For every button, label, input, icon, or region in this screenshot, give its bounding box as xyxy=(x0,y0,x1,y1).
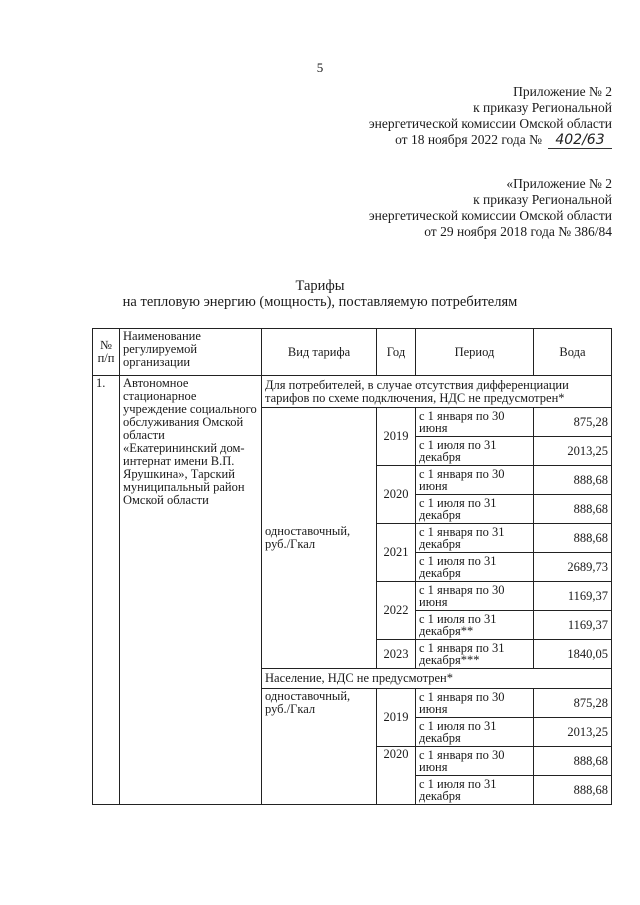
value-cell: 1169,37 xyxy=(534,611,612,640)
value-cell: 1169,37 xyxy=(534,582,612,611)
period-cell: с 1 июля по 31 декабря xyxy=(416,776,534,805)
value-cell: 888,68 xyxy=(534,524,612,553)
value-cell: 2689,73 xyxy=(534,553,612,582)
appendix-header-old xyxy=(369,176,612,240)
value-cell: 888,68 xyxy=(534,466,612,495)
appendix-order-ref: к приказу Региональной xyxy=(473,100,612,115)
value-cell: 875,28 xyxy=(534,408,612,437)
tariff-table xyxy=(92,328,612,805)
year-cell: 2019 xyxy=(377,408,416,466)
header-organization: Наименование регулируемой организации xyxy=(120,329,262,376)
handwritten-order-number: 402/63 xyxy=(548,132,612,149)
value-cell: 2013,25 xyxy=(534,718,612,747)
value-cell: 1840,05 xyxy=(534,640,612,669)
year-cell: 2019 xyxy=(377,689,416,747)
year-cell: 2021 xyxy=(377,524,416,582)
group1-tariff-type: одноставочный, руб./Гкал xyxy=(262,408,377,669)
header-year: Год xyxy=(377,329,416,376)
period-cell: с 1 июля по 31 декабря xyxy=(416,553,534,582)
group2-title: Население, НДС не предусмотрен* xyxy=(262,669,612,689)
appendix-date-text: от 18 ноября 2022 года № xyxy=(395,132,542,147)
period-cell: с 1 января по 31 декабря xyxy=(416,524,534,553)
period-cell: с 1 июля по 31 декабря** xyxy=(416,611,534,640)
group2-tariff-type: одноставочный, руб./Гкал xyxy=(262,689,377,805)
document-subtitle: на тепловую энергию (мощность), поставляемую потребителям xyxy=(122,294,518,310)
period-cell: с 1 января по 30 июня xyxy=(416,689,534,718)
value-cell: 888,68 xyxy=(534,776,612,805)
row-number: 1. xyxy=(93,376,120,805)
period-cell: с 1 января по 30 июня xyxy=(416,408,534,437)
appendix-title: Приложение № 2 xyxy=(513,84,612,99)
appendix-old-title: «Приложение № 2 xyxy=(506,176,612,191)
page-number: 5 xyxy=(316,60,324,75)
appendix-header-new xyxy=(369,84,612,149)
year-cell: 2020 xyxy=(377,747,416,805)
period-cell: с 1 января по 30 июня xyxy=(416,747,534,776)
header-tariff-type: Вид тарифа xyxy=(262,329,377,376)
period-cell: с 1 января по 30 июня xyxy=(416,466,534,495)
appendix-date xyxy=(369,132,612,149)
value-cell: 888,68 xyxy=(534,747,612,776)
year-cell: 2023 xyxy=(377,640,416,669)
value-cell: 875,28 xyxy=(534,689,612,718)
period-cell: с 1 января по 31 декабря*** xyxy=(416,640,534,669)
period-cell: с 1 июля по 31 декабря xyxy=(416,718,534,747)
appendix-old-commission: энергетической комиссии Омской области xyxy=(368,208,612,223)
organization-name: Автономное стационарное учреждение социального обслуживания Омской области «Екатерининский дом-интернат имени В.П. Ярушкина», Тарский муниципальный район Омской области xyxy=(120,376,262,805)
header-num: № п/п xyxy=(93,329,120,376)
header-water: Вода xyxy=(534,329,612,376)
year-cell: 2020 xyxy=(377,466,416,524)
period-cell: с 1 июля по 31 декабря xyxy=(416,437,534,466)
value-cell: 2013,25 xyxy=(534,437,612,466)
group1-title-row xyxy=(93,376,612,408)
table-header-row xyxy=(93,329,612,376)
group1-title: Для потребителей, в случае отсутствия дифференциации тарифов по схеме подключения, НДС не предусмотрен* xyxy=(262,376,612,408)
value-cell: 888,68 xyxy=(534,495,612,524)
period-cell: с 1 июля по 31 декабря xyxy=(416,495,534,524)
appendix-commission: энергетической комиссии Омской области xyxy=(368,116,612,131)
appendix-old-order-ref: к приказу Региональной xyxy=(473,192,612,207)
period-cell: с 1 января по 30 июня xyxy=(416,582,534,611)
appendix-old-date: от 29 ноября 2018 года № 386/84 xyxy=(424,224,612,239)
year-cell: 2022 xyxy=(377,582,416,640)
document-title: Тарифы xyxy=(295,278,345,294)
header-period: Период xyxy=(416,329,534,376)
